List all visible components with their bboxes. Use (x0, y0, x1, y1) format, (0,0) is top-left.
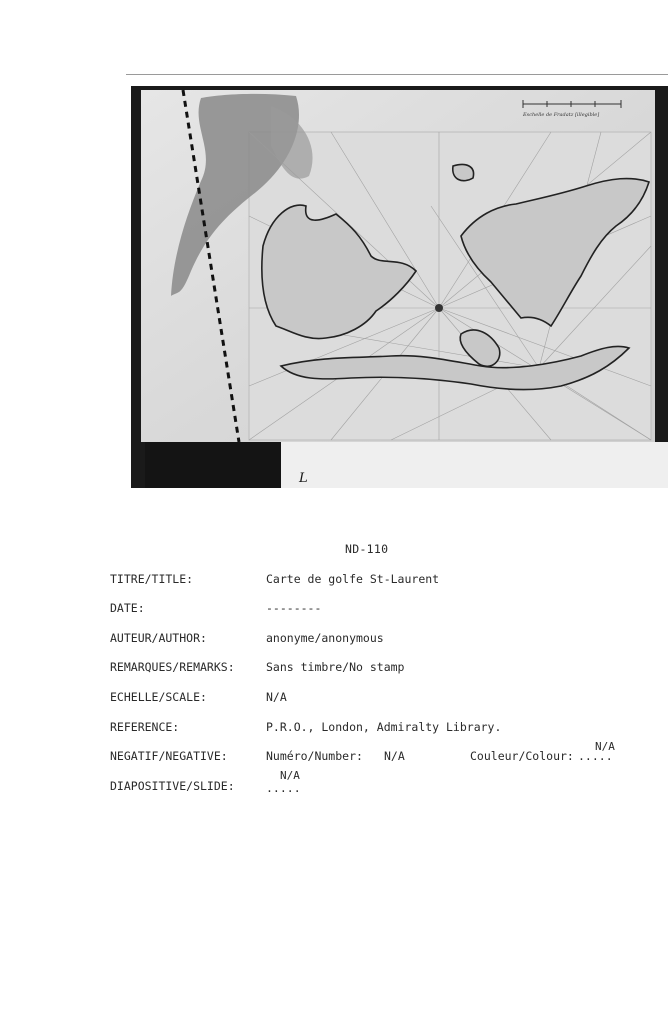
plate-letter: L (299, 471, 308, 486)
scale-value: N/A (266, 690, 287, 704)
negative-row (0, 740, 668, 767)
author-row (0, 631, 668, 649)
slide-value: N/A (280, 769, 300, 782)
title-value: Carte de golfe St-Laurent (266, 572, 440, 586)
reference-value: P.R.O., London, Admiralty Library. (266, 720, 502, 734)
negative-number-label: Numéro/Number: (266, 749, 363, 763)
negative-colour-dots: ..... (578, 749, 613, 763)
scale-row (0, 690, 668, 708)
negative-colour-value: N/A (595, 740, 615, 753)
negative-label: NEGATIF/NEGATIVE: (110, 749, 228, 763)
reference-label: REFERENCE: (110, 720, 180, 734)
remarks-row (0, 660, 668, 678)
title-row (0, 572, 668, 590)
scale-label: ECHELLE/SCALE: (110, 690, 207, 704)
slide-dots: ..... (266, 781, 301, 795)
date-row (0, 601, 668, 619)
remarks-value: Sans timbre/No stamp (266, 660, 405, 674)
date-label: DATE: (110, 601, 145, 615)
slide-row (0, 769, 668, 797)
title-label: TITRE/TITLE: (110, 572, 194, 586)
negative-number-value: N/A (384, 749, 405, 763)
author-label: AUTEUR/AUTHOR: (110, 631, 207, 645)
negative-colour-label: Couleur/Colour: (470, 749, 574, 763)
map-photograph (131, 86, 668, 488)
remarks-label: REMARQUES/REMARKS: (110, 660, 235, 674)
card-id: ND-110 (345, 542, 389, 556)
top-rule (126, 74, 668, 75)
slide-label: DIAPOSITIVE/SLIDE: (110, 779, 235, 793)
reference-row (0, 720, 668, 738)
scale-caption: Eschelle de Fradatz [illegible] (523, 112, 600, 118)
author-value: anonyme/anonymous (266, 631, 384, 645)
date-value: -------- (266, 601, 322, 615)
